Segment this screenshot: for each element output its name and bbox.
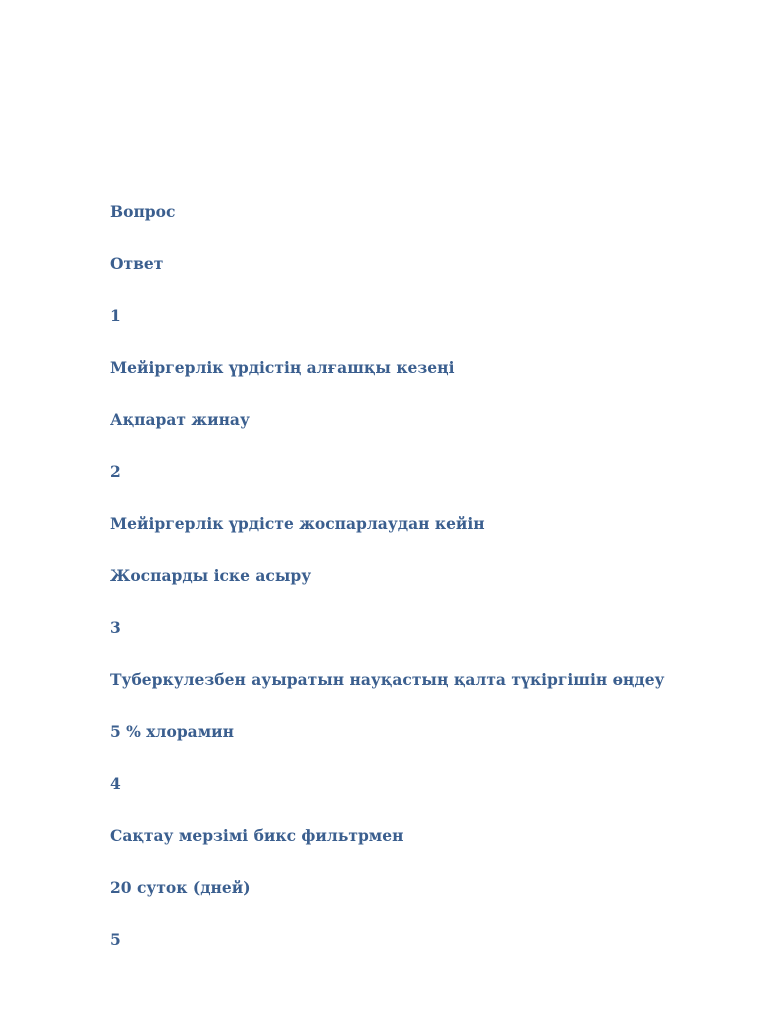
question-text: Сақтау мерзімі бикс фильтрмен bbox=[110, 826, 404, 845]
question-text: Мейіргерлік үрдістің алғашқы кезеңі bbox=[110, 358, 455, 377]
question-text: Туберкулезбен ауыратын науқастың қалта түкіргішін өңдеу bbox=[110, 670, 665, 689]
header-question: Вопрос bbox=[110, 202, 176, 221]
header-answer: Ответ bbox=[110, 254, 164, 273]
item-number: 4 bbox=[110, 774, 121, 793]
item-number: 3 bbox=[110, 618, 121, 637]
answer-text: 5 % хлорамин bbox=[110, 722, 234, 741]
document-body bbox=[110, 201, 730, 981]
answer-text: Жоспарды іске асыру bbox=[110, 566, 312, 585]
item-number: 5 bbox=[110, 930, 121, 949]
item-number: 2 bbox=[110, 462, 121, 481]
answer-text: 20 суток (дней) bbox=[110, 878, 251, 897]
question-text: Мейіргерлік үрдісте жоспарлаудан кейін bbox=[110, 514, 485, 533]
item-number: 1 bbox=[110, 306, 121, 325]
answer-text: Ақпарат жинау bbox=[110, 410, 250, 429]
